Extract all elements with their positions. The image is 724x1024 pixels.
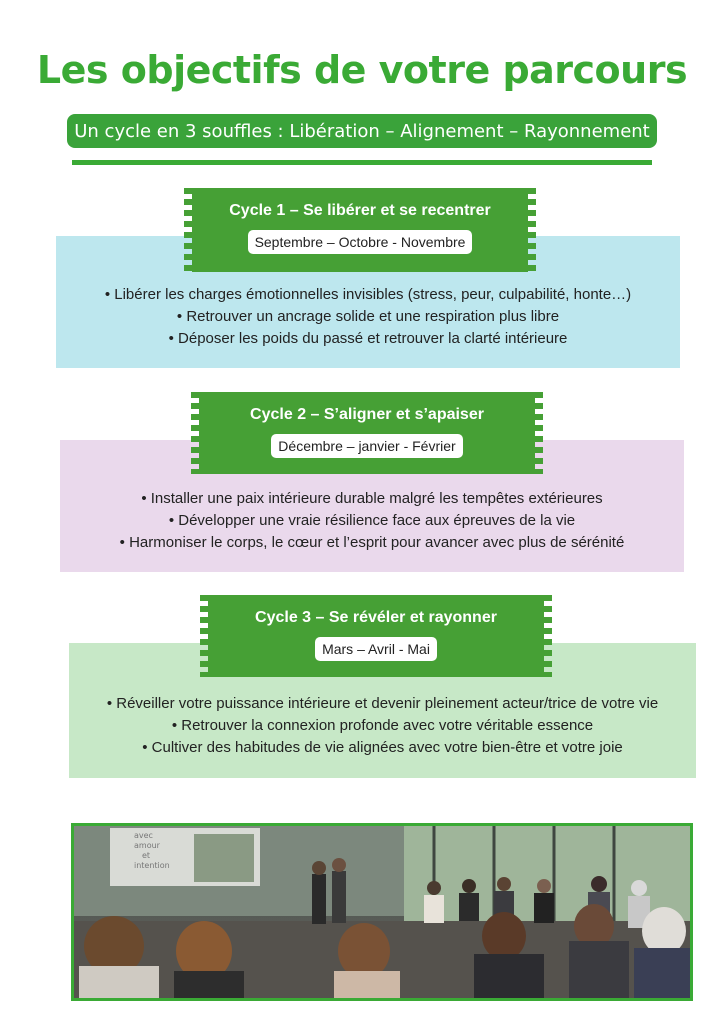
divider <box>72 160 652 165</box>
page-title: Les objectifs de votre parcours <box>36 48 688 92</box>
screen-text-3: et <box>142 851 151 860</box>
subtitle-text: Un cycle en 3 souffles : Libération – Alignement – Rayonnement <box>74 120 650 142</box>
workshop-photo <box>71 823 693 1001</box>
cycle-1-item: • Libérer les charges émotionnelles invisibles (stress, peur, culpabilité, honte…) <box>104 286 632 303</box>
cycle-3-title: Cycle 3 – Se révéler et rayonner <box>255 609 497 626</box>
cycle-3-item: • Cultiver des habitudes de vie alignées avec votre bien-être et votre joie <box>142 738 623 756</box>
cycle-1-dates: Septembre – Octobre - Novembre <box>248 230 473 254</box>
cycle-1-item: • Déposer les poids du passé et retrouver la clarté intérieure <box>168 330 568 347</box>
screen-text-4: intention <box>134 861 170 870</box>
cycle-1-title: Cycle 1 – Se libérer et se recentrer <box>229 202 491 219</box>
cycle-2-dates: Décembre – janvier - Février <box>271 434 462 458</box>
cycle-2-item: • Harmoniser le corps, le cœur et l’esprit pour avancer avec plus de sérénité <box>119 534 625 551</box>
cycle-3-item: • Retrouver la connexion profonde avec votre véritable essence <box>171 716 594 734</box>
cycle-2-tab <box>199 392 535 474</box>
cycle-1-tab <box>192 188 528 272</box>
cycle-3-tab <box>208 595 544 677</box>
workshop-scene <box>74 826 690 998</box>
cycle-3-item: • Réveiller votre puissance intérieure et devenir pleinement acteur/trice de votre vie <box>106 694 659 712</box>
subtitle-banner <box>67 114 657 148</box>
cycle-2-title: Cycle 2 – S’aligner et s’apaiser <box>250 406 484 423</box>
screen-text-2: amour <box>134 841 160 850</box>
cycle-1-item: • Retrouver un ancrage solide et une respiration plus libre <box>176 308 560 325</box>
cycle-2-item: • Installer une paix intérieure durable malgré les tempêtes extérieures <box>141 490 603 507</box>
cycle-3-dates: Mars – Avril - Mai <box>315 637 437 661</box>
screen-text-1: avec <box>134 831 153 840</box>
cycle-2-item: • Développer une vraie résilience face aux épreuves de la vie <box>168 512 576 529</box>
